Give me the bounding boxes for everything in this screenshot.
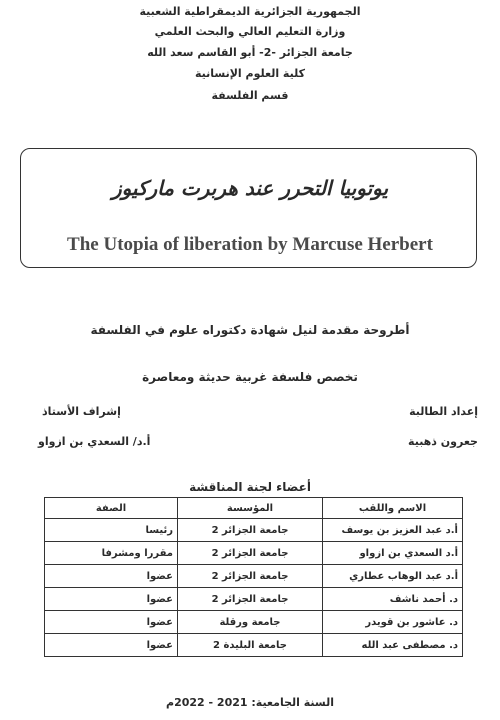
committee-header-row bbox=[45, 498, 463, 519]
supervisor-name: أ.د/ السعدي بن ازواو bbox=[38, 435, 151, 448]
header-ministry: وزارة التعليم العالي والبحث العلمي bbox=[154, 25, 346, 38]
member-role: مقررا ومشرفا bbox=[45, 542, 178, 565]
member-institution: جامعة ورقلة bbox=[178, 611, 323, 634]
member-role: رئيسا bbox=[45, 519, 178, 542]
prepared-by-label: إعداد الطالبة bbox=[409, 405, 478, 418]
member-institution: جامعة الجزائر 2 bbox=[178, 542, 323, 565]
header-institution: المؤسسة bbox=[178, 498, 323, 519]
table-row bbox=[45, 588, 463, 611]
table-row bbox=[45, 519, 463, 542]
member-name: د. عاشور بن قويدر bbox=[323, 611, 463, 634]
member-role: عضوا bbox=[45, 565, 178, 588]
member-institution: جامعة الجزائر 2 bbox=[178, 519, 323, 542]
member-name: أ.د عبد الوهاب عطاري bbox=[323, 565, 463, 588]
member-role: عضوا bbox=[45, 611, 178, 634]
header-faculty: كلية العلوم الإنسانية bbox=[195, 67, 305, 80]
title-english: The Utopia of liberation by Marcuse Herbert bbox=[67, 234, 433, 255]
member-institution: جامعة الجزائر 2 bbox=[178, 588, 323, 611]
member-name: د. مصطفى عبد الله bbox=[323, 634, 463, 657]
header-department: قسم الفلسفة bbox=[211, 89, 289, 102]
member-institution: جامعة البليدة 2 bbox=[178, 634, 323, 657]
member-role: عضوا bbox=[45, 634, 178, 657]
header-name: الاسم واللقب bbox=[323, 498, 463, 519]
title-arabic: يوتوبيا التحرر عند هربرت ماركيوز bbox=[111, 176, 389, 200]
member-institution: جامعة الجزائر 2 bbox=[178, 565, 323, 588]
header-university: جامعة الجزائر -2- أبو القاسم سعد الله bbox=[147, 46, 353, 59]
academic-year: السنة الجامعية: 2021 - 2022م bbox=[166, 696, 334, 709]
thesis-description: أطروحة مقدمة لنيل شهادة دكتوراه علوم في الفلسفة bbox=[90, 323, 410, 337]
committee-table bbox=[44, 497, 463, 657]
member-name: أ.د عبد العزيز بن يوسف bbox=[323, 519, 463, 542]
table-row bbox=[45, 565, 463, 588]
header-role: الصفة bbox=[45, 498, 178, 519]
committee-title: أعضاء لجنة المناقشة bbox=[189, 480, 311, 494]
member-role: عضوا bbox=[45, 588, 178, 611]
table-row bbox=[45, 611, 463, 634]
member-name: أ.د السعدي بن ازواو bbox=[323, 542, 463, 565]
table-row bbox=[45, 634, 463, 657]
supervision-label: إشراف الأستاذ bbox=[42, 405, 121, 418]
thesis-specialty: تخصص فلسفة غربية حديثة ومعاصرة bbox=[142, 370, 358, 384]
header-republic: الجمهورية الجزائرية الديمقراطية الشعبية bbox=[139, 5, 361, 18]
student-name: جعرون ذهبية bbox=[408, 435, 478, 448]
member-name: د. أحمد ناشف bbox=[323, 588, 463, 611]
table-row bbox=[45, 542, 463, 565]
